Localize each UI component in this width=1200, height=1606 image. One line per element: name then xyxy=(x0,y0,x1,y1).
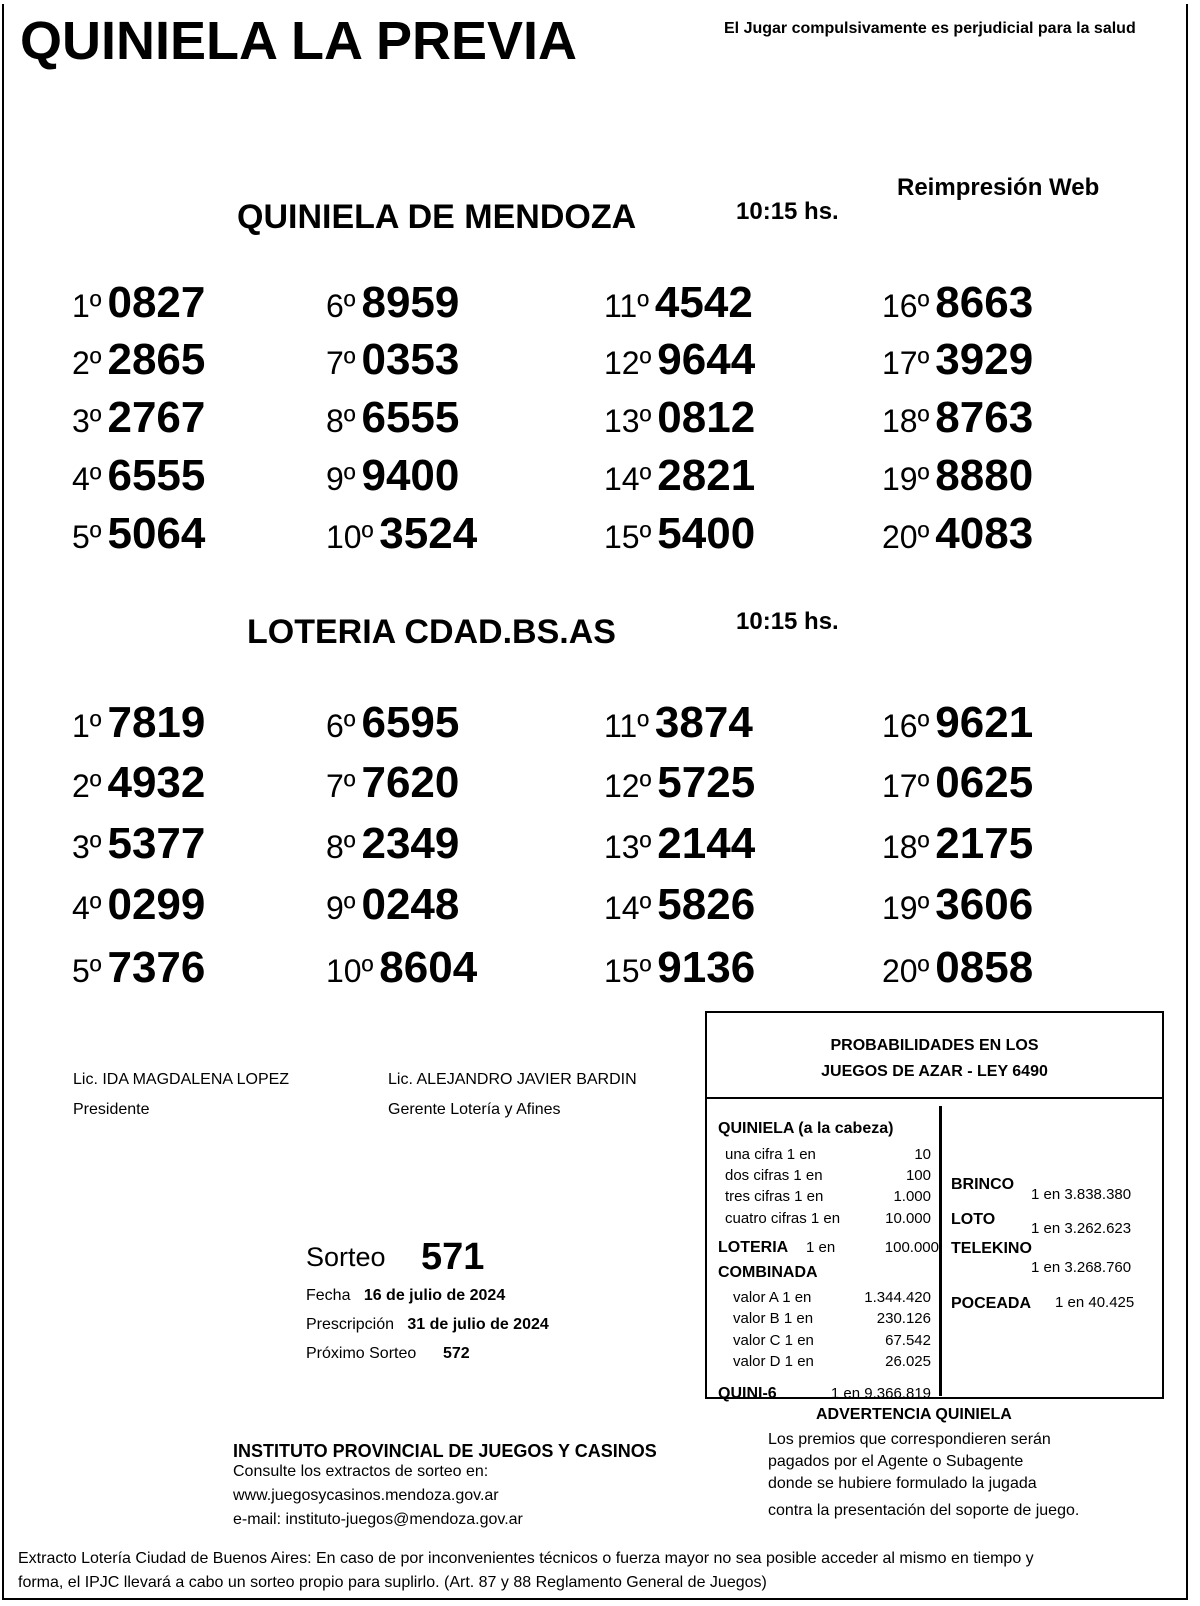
bsas-section-time: 10:15 hs. xyxy=(736,608,839,635)
result-position: 16º xyxy=(882,708,930,744)
page-title: QUINIELA LA PREVIA xyxy=(20,11,578,71)
result-number: 5064 xyxy=(107,509,206,558)
bsas-result-entry xyxy=(72,758,205,808)
result-number: 2144 xyxy=(657,819,756,868)
result-number: 7376 xyxy=(107,943,206,992)
result-position: 6º xyxy=(326,708,356,744)
mendoza-result-entry xyxy=(72,393,205,443)
mendoza-result-entry xyxy=(882,509,1033,559)
proximo-row xyxy=(306,1345,470,1363)
mendoza-result-entry xyxy=(604,393,755,443)
result-position: 2º xyxy=(72,768,102,804)
probabilities-box xyxy=(705,1011,1164,1402)
instituto-email: e-mail: instituto-juegos@mendoza.gov.ar xyxy=(233,1511,523,1528)
combinada-prob-row-value: 26.025 xyxy=(885,1353,931,1370)
result-number: 2767 xyxy=(107,393,206,442)
loteria-prob-label: LOTERIA xyxy=(718,1239,789,1256)
quiniela-prob-row-value: 10.000 xyxy=(885,1210,931,1227)
bsas-result-entry xyxy=(604,819,755,869)
result-number: 6555 xyxy=(361,393,460,442)
result-number: 8880 xyxy=(935,451,1034,500)
mendoza-result-entry xyxy=(326,509,477,559)
result-position: 13º xyxy=(604,403,652,439)
result-number: 3874 xyxy=(654,698,753,747)
result-position: 15º xyxy=(604,519,652,555)
result-position: 17º xyxy=(882,768,930,804)
result-number: 0812 xyxy=(657,393,756,442)
mendoza-result-entry xyxy=(882,278,1033,328)
signature-role-president: Presidente xyxy=(73,1101,150,1118)
result-number: 5400 xyxy=(657,509,756,558)
result-number: 2175 xyxy=(935,819,1034,868)
combinada-prob-row-value: 230.126 xyxy=(876,1310,931,1327)
brinco-prob-label: BRINCO xyxy=(951,1176,1015,1193)
quiniela-prob-row-value: 1.000 xyxy=(893,1188,931,1205)
mendoza-result-entry xyxy=(326,335,459,385)
poceada-prob-label: POCEADA xyxy=(951,1295,1032,1312)
result-position: 3º xyxy=(72,403,102,439)
prescripcion-row xyxy=(306,1316,549,1334)
result-number: 0299 xyxy=(107,880,206,929)
poceada-prob-value: 1 en 40.425 xyxy=(1055,1294,1135,1311)
bsas-result-entry xyxy=(604,880,755,930)
loteria-prob-value: 100.000 xyxy=(884,1239,939,1256)
quini6-prob-value: 1 en 9.366.819 xyxy=(830,1385,931,1402)
quiniela-prob-row-label: tres cifras 1 en xyxy=(725,1188,824,1205)
result-number: 0858 xyxy=(935,943,1034,992)
quiniela-prob-row-value: 100 xyxy=(905,1167,931,1184)
result-number: 8663 xyxy=(935,278,1034,327)
result-number: 4542 xyxy=(654,278,753,327)
result-position: 5º xyxy=(72,953,102,989)
quiniela-prob-label: QUINIELA (a la cabeza) xyxy=(718,1120,894,1137)
mendoza-result-entry xyxy=(604,451,755,501)
prescripcion-value: 31 de julio de 2024 xyxy=(407,1316,549,1333)
mendoza-result-entry xyxy=(326,451,459,501)
bsas-result-entry xyxy=(882,943,1033,993)
brinco-prob-value: 1 en 3.838.380 xyxy=(1031,1186,1132,1203)
combinada-prob-row-value: 1.344.420 xyxy=(864,1289,931,1306)
bsas-result-entry xyxy=(72,943,205,993)
mendoza-result-entry xyxy=(882,393,1033,443)
result-position: 20º xyxy=(882,953,930,989)
probabilities-header xyxy=(707,1013,1162,1099)
result-number: 8959 xyxy=(361,278,460,327)
fecha-label: Fecha xyxy=(306,1287,351,1304)
signature-name-president: Lic. IDA MAGDALENA LOPEZ xyxy=(73,1071,290,1088)
result-position: 6º xyxy=(326,288,356,324)
result-number: 0625 xyxy=(935,758,1034,807)
quiniela-prob-row-label: dos cifras 1 en xyxy=(725,1167,823,1184)
reprint-label: Reimpresión Web xyxy=(897,174,1100,201)
result-number: 4932 xyxy=(107,758,206,807)
proximo-label: Próximo Sorteo xyxy=(306,1345,417,1362)
telekino-prob-value: 1 en 3.268.760 xyxy=(1031,1259,1132,1276)
result-position: 19º xyxy=(882,461,930,497)
result-number: 5725 xyxy=(657,758,756,807)
bsas-result-entry xyxy=(326,943,477,993)
result-position: 9º xyxy=(326,461,356,497)
probabilities-title-line2: JUEGOS DE AZAR - LEY 6490 xyxy=(821,1063,1048,1080)
mendoza-result-entry xyxy=(326,278,459,328)
result-position: 18º xyxy=(882,829,930,865)
instituto-line1: Consulte los extractos de sorteo en: xyxy=(233,1463,489,1480)
result-number: 9400 xyxy=(361,451,460,500)
mendoza-section-time: 10:15 hs. xyxy=(736,198,839,225)
bsas-result-entry xyxy=(882,880,1033,930)
probabilities-left-panel xyxy=(710,1106,942,1402)
bsas-result-entry xyxy=(604,943,755,993)
proximo-value: 572 xyxy=(442,1345,470,1362)
result-number: 2349 xyxy=(361,819,460,868)
result-position: 4º xyxy=(72,461,102,497)
quiniela-prob-row-label: cuatro cifras 1 en xyxy=(725,1210,841,1227)
advertencia-line: Los premios que correspondieren serán xyxy=(768,1431,1051,1448)
mendoza-result-entry xyxy=(72,509,205,559)
quiniela-prob-row-label: una cifra 1 en xyxy=(725,1146,816,1163)
result-position: 7º xyxy=(326,345,356,381)
result-number: 5826 xyxy=(657,880,756,929)
prescripcion-label: Prescripción xyxy=(306,1316,395,1333)
result-position: 3º xyxy=(72,829,102,865)
result-position: 8º xyxy=(326,403,356,439)
combinada-prob-row-label: valor D 1 en xyxy=(733,1353,814,1370)
advertencia-line: donde se hubiere formulado la jugada xyxy=(768,1475,1037,1492)
telekino-prob-label: TELEKINO xyxy=(951,1240,1032,1257)
combinada-prob-row-label: valor C 1 en xyxy=(733,1332,814,1349)
loto-prob-label: LOTO xyxy=(951,1211,996,1228)
instituto-name: INSTITUTO PROVINCIAL DE JUEGOS Y CASINOS xyxy=(233,1441,657,1461)
result-position: 7º xyxy=(326,768,356,804)
mendoza-result-entry xyxy=(882,335,1033,385)
fecha-row xyxy=(306,1287,505,1305)
result-position: 14º xyxy=(604,890,652,926)
probabilities-title-line1: PROBABILIDADES EN LOS xyxy=(830,1037,1039,1054)
combinada-prob-row-value: 67.542 xyxy=(885,1332,931,1349)
sorteo-label: Sorteo xyxy=(306,1242,386,1272)
mendoza-result-entry xyxy=(72,451,205,501)
result-position: 17º xyxy=(882,345,930,381)
footer-note-line1: Extracto Lotería Ciudad de Buenos Aires: En caso de por inconvenientes técnicos o fuerza mayor no sea posible acceder al mismo en tiempo y xyxy=(18,1550,1034,1567)
advertencia-title: ADVERTENCIA QUINIELA xyxy=(816,1406,1012,1423)
result-number: 4083 xyxy=(935,509,1034,558)
result-number: 5377 xyxy=(107,819,206,868)
fecha-value: 16 de julio de 2024 xyxy=(363,1287,506,1304)
mendoza-section-title: QUINIELA DE MENDOZA xyxy=(237,198,637,236)
result-position: 15º xyxy=(604,953,652,989)
combinada-prob-label: COMBINADA xyxy=(718,1264,818,1281)
mendoza-result-entry xyxy=(604,335,755,385)
result-position: 1º xyxy=(72,708,102,744)
loteria-prob-mid: 1 en xyxy=(806,1239,836,1256)
result-number: 3929 xyxy=(935,335,1034,384)
result-position: 18º xyxy=(882,403,930,439)
result-number: 3606 xyxy=(935,880,1034,929)
bsas-result-entry xyxy=(604,698,753,748)
result-number: 9644 xyxy=(657,335,756,384)
result-position: 8º xyxy=(326,829,356,865)
bsas-result-entry xyxy=(882,758,1033,808)
bsas-result-entry xyxy=(882,698,1033,748)
quiniela-prob-row-value: 10 xyxy=(914,1146,931,1163)
footer-note-line2: forma, el IPJC llevará a cabo un sorteo propio para suplirlo. (Art. 87 y 88 Reglamento General de Juegos) xyxy=(18,1574,767,1591)
result-number: 7620 xyxy=(361,758,460,807)
result-position: 13º xyxy=(604,829,652,865)
bsas-result-entry xyxy=(72,819,205,869)
result-position: 10º xyxy=(326,953,374,989)
result-position: 9º xyxy=(326,890,356,926)
bsas-result-entry xyxy=(326,758,459,808)
result-number: 9136 xyxy=(657,943,756,992)
bsas-result-entry xyxy=(326,698,459,748)
bsas-section-title: LOTERIA CDAD.BS.AS xyxy=(247,613,616,651)
result-position: 12º xyxy=(604,768,652,804)
result-number: 0827 xyxy=(107,278,206,327)
result-position: 16º xyxy=(882,288,930,324)
result-number: 3524 xyxy=(379,509,478,558)
bsas-result-entry xyxy=(882,819,1033,869)
signature-name-manager: Lic. ALEJANDRO JAVIER BARDIN xyxy=(388,1071,637,1088)
result-position: 4º xyxy=(72,890,102,926)
sorteo-number: 571 xyxy=(421,1236,485,1278)
advertencia-line: contra la presentación del soporte de juego. xyxy=(768,1502,1080,1519)
result-position: 2º xyxy=(72,345,102,381)
result-number: 0248 xyxy=(361,880,460,929)
health-warning: El Jugar compulsivamente es perjudicial para la salud xyxy=(724,20,1136,37)
bsas-result-entry xyxy=(326,880,459,930)
result-number: 6555 xyxy=(107,451,206,500)
result-position: 14º xyxy=(604,461,652,497)
result-position: 10º xyxy=(326,519,374,555)
result-number: 7819 xyxy=(107,698,206,747)
bsas-result-entry xyxy=(604,758,755,808)
combinada-prob-row-label: valor A 1 en xyxy=(733,1289,812,1306)
mendoza-result-entry xyxy=(604,509,755,559)
result-position: 20º xyxy=(882,519,930,555)
result-number: 8763 xyxy=(935,393,1034,442)
result-number: 6595 xyxy=(361,698,460,747)
mendoza-result-entry xyxy=(604,278,753,328)
result-position: 5º xyxy=(72,519,102,555)
bsas-result-entry xyxy=(326,819,459,869)
result-number: 2821 xyxy=(657,451,756,500)
signature-role-manager: Gerente Lotería y Afines xyxy=(388,1101,561,1118)
result-number: 0353 xyxy=(361,335,460,384)
result-position: 19º xyxy=(882,890,930,926)
advertencia-line: pagados por el Agente o Subagente xyxy=(768,1453,1024,1470)
instituto-website: www.juegosycasinos.mendoza.gov.ar xyxy=(233,1487,499,1504)
result-number: 2865 xyxy=(107,335,206,384)
combinada-prob-row-label: valor B 1 en xyxy=(733,1310,814,1327)
result-position: 12º xyxy=(604,345,652,381)
result-position: 11º xyxy=(604,288,649,324)
mendoza-result-entry xyxy=(72,335,205,385)
loto-prob-value: 1 en 3.262.623 xyxy=(1031,1220,1132,1237)
bsas-result-entry xyxy=(72,698,205,748)
bsas-result-entry xyxy=(72,880,205,930)
mendoza-result-entry xyxy=(326,393,459,443)
result-position: 11º xyxy=(604,708,649,744)
mendoza-result-entry xyxy=(882,451,1033,501)
result-number: 8604 xyxy=(379,943,478,992)
quini6-prob-label: QUINI-6 xyxy=(718,1385,777,1402)
result-position: 1º xyxy=(72,288,102,324)
result-number: 9621 xyxy=(935,698,1034,747)
mendoza-result-entry xyxy=(72,278,205,328)
